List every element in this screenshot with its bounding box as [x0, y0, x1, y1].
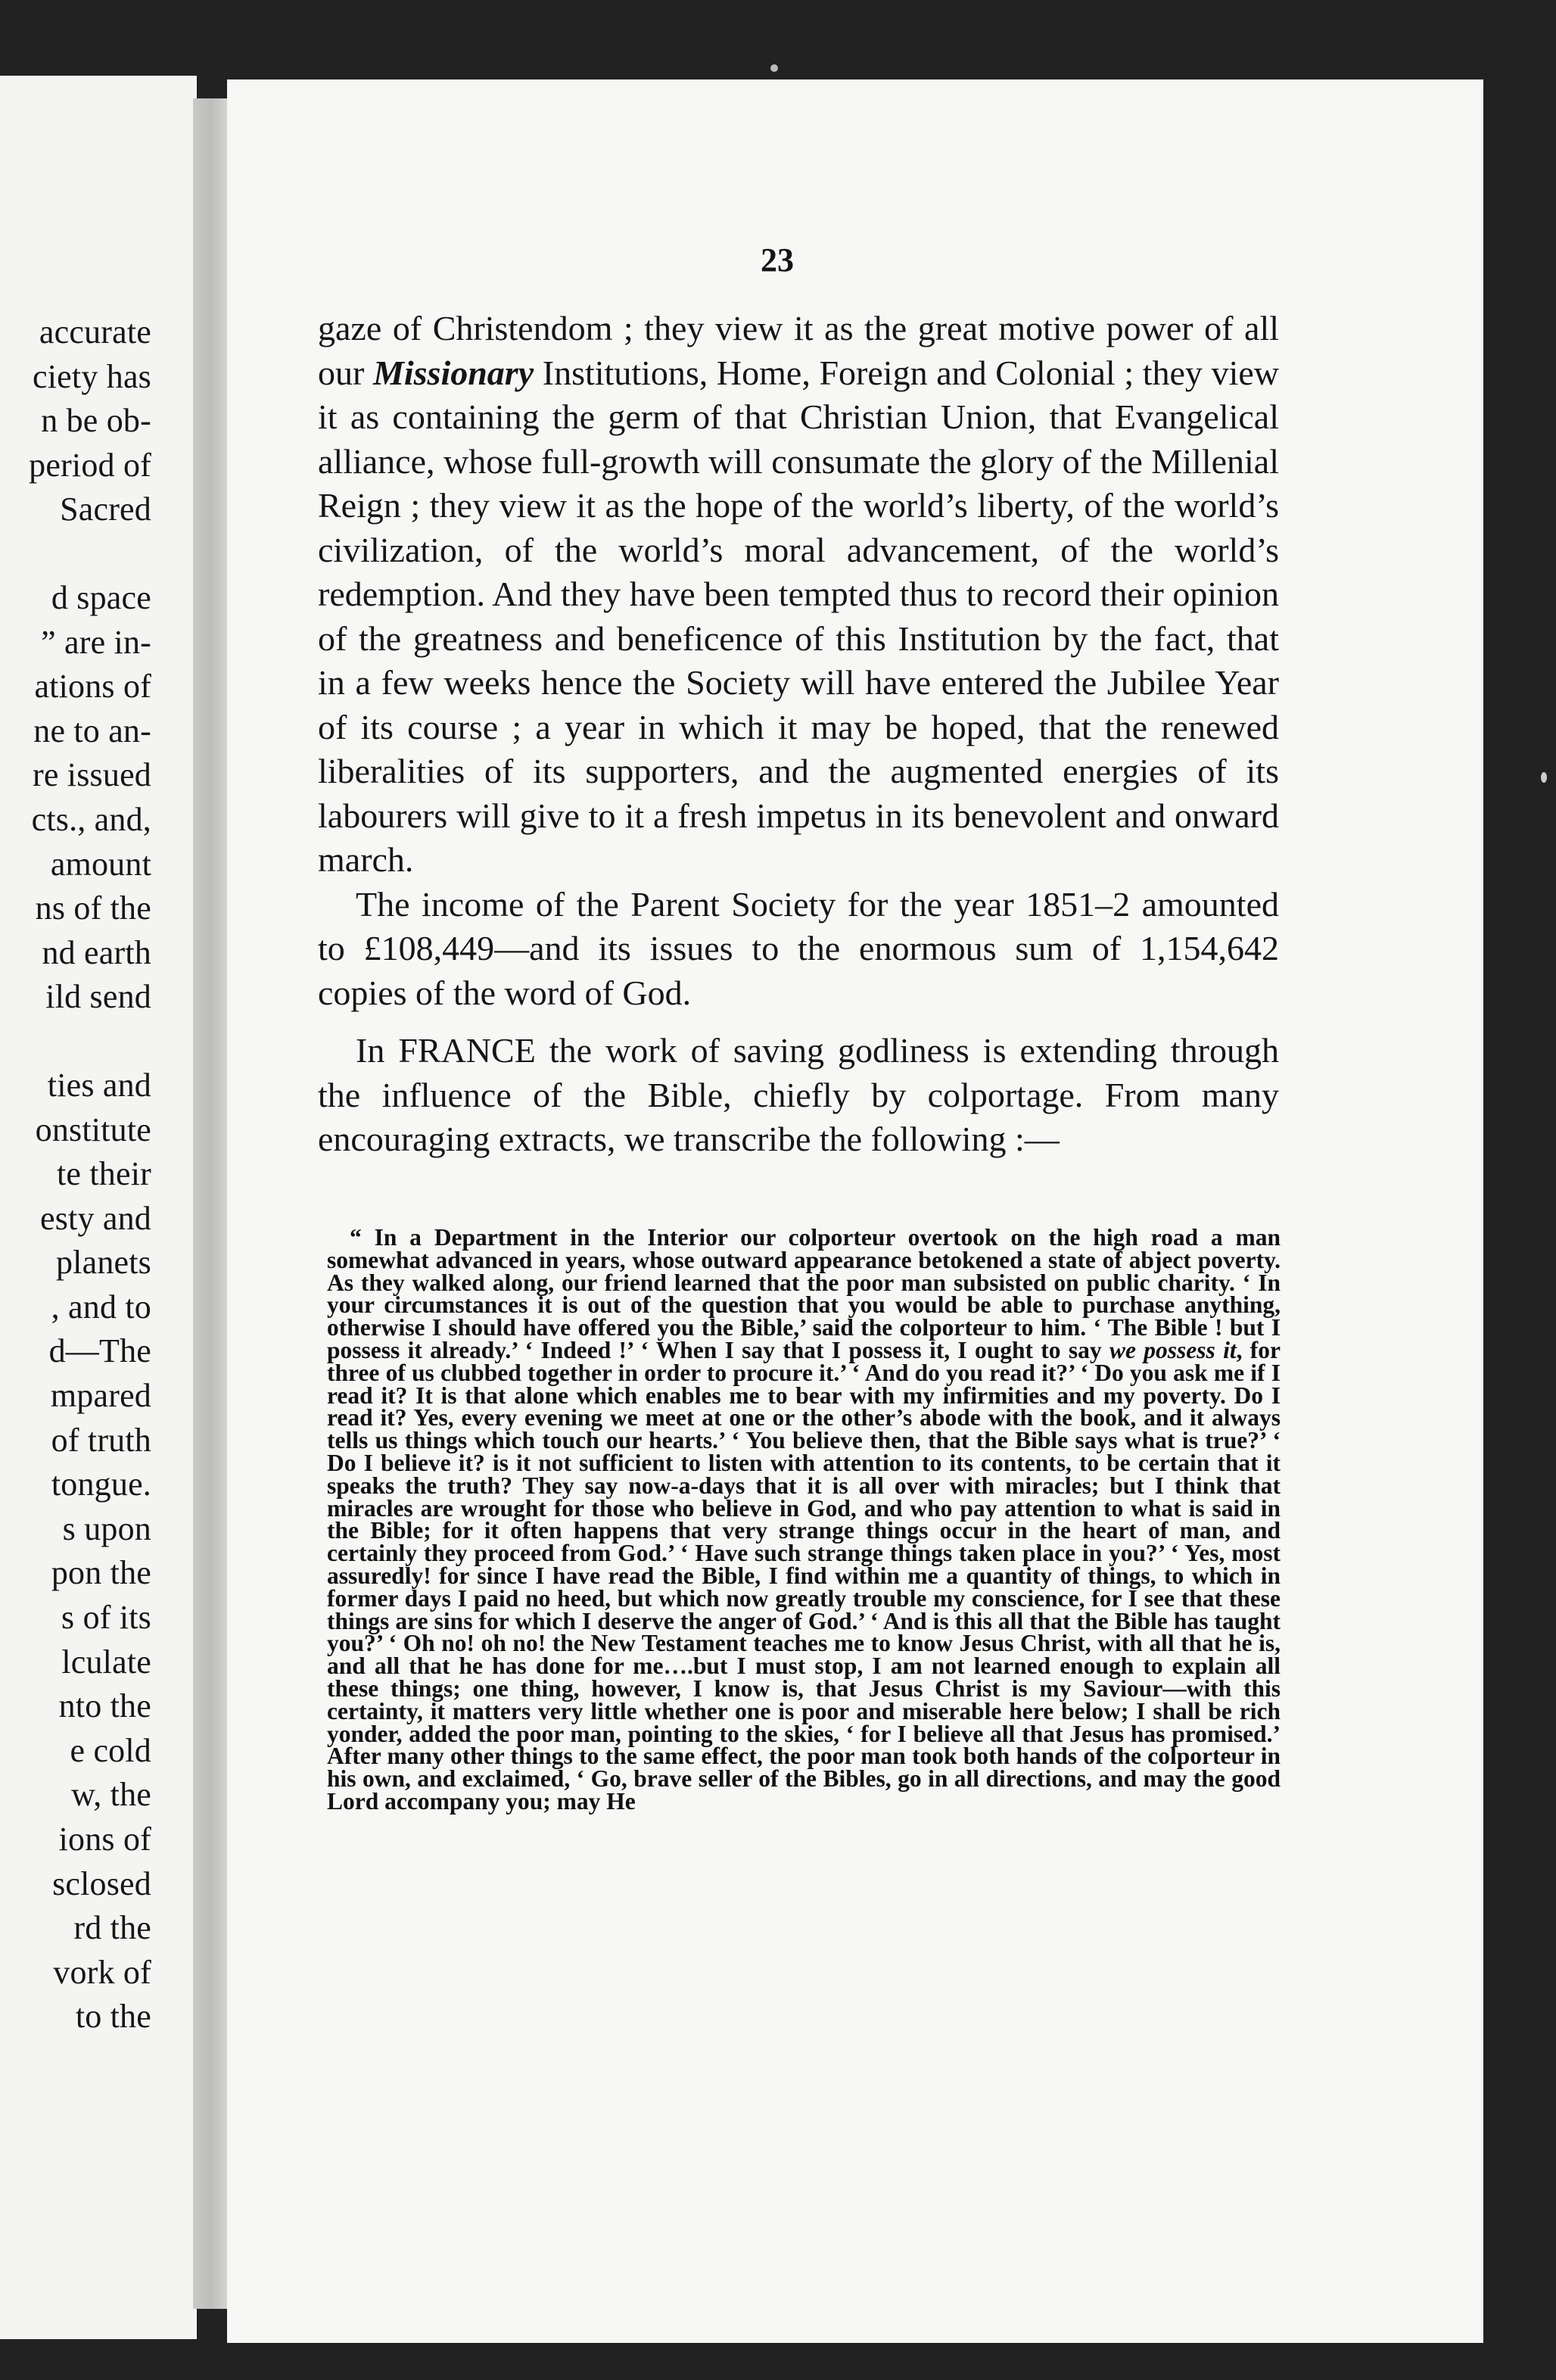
left-page-line: planets [55, 1244, 151, 1282]
left-page-line: ne to an- [33, 712, 151, 749]
left-page-line: to the [75, 1998, 151, 2036]
quote-text: “ In a Department in the Interior our colporteur overtook on the high road a man somewhat advanced in years, whose outward appearance betokened a state of abject poverty. As they walked along, our friend learned that the poor man subsisted on public charity. ‘ In your circumstances it is out of the question that you would be able to purchase anything, otherwise I should have offered you the Bible,’ said the colporteur to him. ‘ The Bible ! but I possess it already.’ ‘ Indeed !’ ‘ When I say that I possess it, I ought to say we possess it, for three of us clubbed together in order to procure it.’ ‘ And do you read it?’ ‘ Do you ask me if I read it? It is that alone which enables me to bear with my infirmities and my poverty. Do I read it? Yes, every evening we meet at one or the other’s abode with the book, and it always tells us things which touch our hearts.’ ‘ You believe then, that the Bible says what is true?’ ‘ Do I believe it? is it not sufficient to listen with attention to its contents, to be certain that it speaks the truth? They say now-a-days that it is all over with miracles; but I think that miracles are wrought for those who believe in God, and who pay attention to what is said in the Bible; for it often happens that very strange things occur in the heart of man, and certainly they proceed from God.’ ‘ Have such strange things taken place in you?’ ‘ Yes, most assuredly! for since I have read the Bible, I find within me a quantity of things, to which in former days I paid no heed, but which now greatly trouble my conscience, for I see that these things are sins for which I deserve the anger of God.’ ‘ And is this all that the Bible has taught you?’ ‘ Oh no! oh no! the New Testament teaches me to know Jesus Christ, with all that he is, and all that he has done for me….but I must stop, I am not learned enough to explain all these things; one thing, however, I know is, that Jesus Christ is my Saviour—with this certainty, it matters very little whether one is poor and miserable here below; I shall be rich yonder, added the poor man, pointing to the skies, ‘ for I believe all that Jesus has promised.’ After many other things to the same effect, the poor man took both hands of the colporteur in his own, and exclaimed, ‘ Go, brave seller of the Bibles, go in all directions, and may the good Lord accompany you; may He [327, 1224, 1281, 1815]
left-page-text [0, 310, 151, 2039]
left-page-line [0, 1020, 151, 1064]
left-page-line: n be ob- [41, 402, 151, 440]
left-page-line: ciety has [33, 357, 151, 395]
left-page-line: ties and [47, 1066, 151, 1104]
left-page-line: , and to [51, 1288, 151, 1326]
left-page-line: esty and [39, 1199, 151, 1237]
left-page-line: onstitute [35, 1111, 151, 1148]
left-page-line: s of its [61, 1599, 151, 1637]
left-page-line: ions of [58, 1821, 151, 1858]
paragraph-france: In FRANCE the work of saving godliness is extending through the influence of the Bible, chiefly by colportage. From many encouraging extracts, we transcribe the following :— [318, 1031, 1279, 1158]
left-page-line: mpared [50, 1377, 151, 1415]
left-page-line: tongue. [51, 1466, 151, 1503]
left-page [0, 76, 197, 2339]
left-page-line: ns of the [35, 889, 151, 927]
paragraph-christendom: gaze of Christendom ; they view it as the great motive power of all our Missionary Institutions, Home, Foreign and Colonial ; they view it as containing the germ of that Christian Union, that Evangelical alliance, whose full-growth will consumate the glory of the Millenial Reign ; they view it as the hope of the world’s liberty, of the world’s civilization, of the world’s moral advancement, of the world’s redemption. And they have been tempted thus to record their opinion of the greatness and beneficence of this Institution by the fact, that in a few weeks hence the Society will have entered the Jubilee Year of its course ; a year in which it may be hoped, that the renewed liberalities of its supporters, and the augmented energies of its labourers will give to it a fresh impetus in its benevolent and onward march. [318, 309, 1279, 879]
left-page-line: of truth [51, 1421, 151, 1459]
main-text [318, 307, 1279, 1162]
colporteur-quote [327, 1226, 1281, 1813]
left-page-line: period of [29, 446, 151, 484]
left-page-line: ild send [45, 978, 151, 1016]
left-page-line: ations of [34, 668, 151, 706]
left-page-line: lculate [61, 1643, 151, 1681]
left-page-line: nto the [58, 1687, 151, 1725]
left-page-line: Sacred [60, 491, 151, 528]
left-page-line: re issued [33, 756, 151, 794]
left-page-line [0, 532, 151, 576]
left-page-line: rd the [73, 1909, 151, 1947]
left-page-line: te their [57, 1155, 151, 1193]
left-page-line: d—The [48, 1332, 151, 1370]
paragraph-income: The income of the Parent Society for the year 1851–2 amounted to £108,449—and its issues to the enormous sum of 1,154,642 copies of the word of God. [318, 884, 1279, 1012]
left-page-line: e cold [70, 1731, 151, 1769]
left-page-line: ” are in- [41, 623, 151, 661]
left-page-line: amount [50, 845, 151, 883]
left-page-line: sclosed [52, 1864, 151, 1902]
left-page-line: s upon [62, 1509, 151, 1547]
left-page-line: vork of [53, 1953, 151, 1991]
left-page-line: d space [51, 578, 151, 616]
left-page-line: accurate [39, 313, 151, 350]
scan-speck [770, 64, 778, 72]
left-page-line: cts., and, [31, 800, 151, 838]
scan-speck [1541, 772, 1547, 783]
left-page-line: nd earth [42, 933, 151, 971]
left-page-line: pon the [51, 1554, 151, 1592]
page-number: 23 [761, 241, 794, 279]
left-page-line: w, the [71, 1776, 151, 1814]
